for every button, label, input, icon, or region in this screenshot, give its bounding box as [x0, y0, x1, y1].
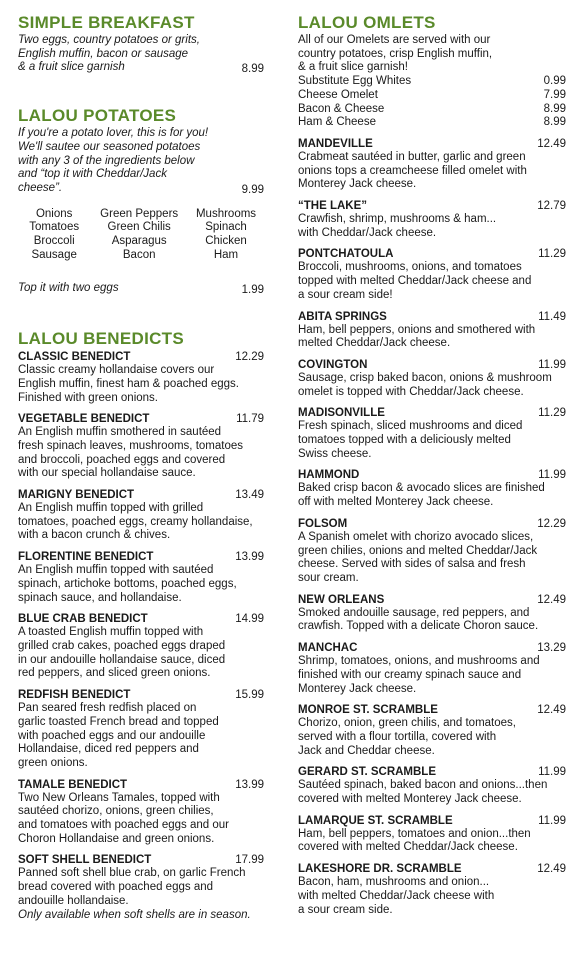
ingredient: Sausage	[31, 248, 77, 261]
option-label: Bacon & Cheese	[298, 102, 385, 115]
item-price: 12.49	[537, 137, 566, 150]
item-name: GERARD ST. SCRAMBLE	[298, 766, 437, 779]
item-name: MANCHAC	[298, 642, 358, 655]
item-name: TAMALE BENEDICT	[18, 778, 128, 791]
item-description: A toasted English muffin topped with grilled crab cakes, poached eggs draped in our andouille hollandaise sauce, diced red peppers, and sliced green onions.	[18, 626, 226, 680]
item-description: Ham, bell peppers, tomatoes and onion...then covered with melted Cheddar/Jack cheese.	[298, 827, 531, 854]
menu-item	[298, 641, 566, 696]
item-note: Only available when soft shells are in season.	[18, 908, 251, 921]
option-label: Ham & Cheese	[298, 116, 376, 129]
item-description: Panned soft shell blue crab, on garlic French bread covered with poached eggs and andouille hollandaise. Only available when soft shells are in season.	[18, 867, 264, 922]
menu-item	[298, 406, 566, 461]
ingredient-column	[18, 208, 90, 263]
menu-item	[298, 703, 566, 758]
item-name: MONROE ST. SCRAMBLE	[298, 704, 438, 717]
left-column	[18, 12, 264, 929]
item-price: 11.99	[538, 469, 566, 482]
item-description: Two New Orleans Tamales, topped with sautéed chorizo, onions, green chilies, and tomatoes with poached eggs and our Choron Hollandaise and green onions.	[18, 791, 229, 845]
item-description: A Spanish omelet with chorizo avocado slices, green chilies, onions and melted Cheddar/Jack cheese. Served with sides of salsa and fresh sour cream.	[298, 530, 538, 584]
item-price: 11.29	[538, 248, 566, 261]
item-name: BLUE CRAB BENEDICT	[18, 613, 148, 626]
item-name: MARIGNY BENEDICT	[18, 489, 135, 502]
potatoes-section	[18, 105, 264, 296]
item-description: Sausage, crisp baked bacon, onions & mushroom omelet is topped with Cheddar/Jack cheese.	[298, 371, 552, 398]
ingredient: Onions	[35, 207, 73, 220]
item-description: An English muffin topped with grilled tomatoes, poached eggs, creamy hollandaise, with a bacon crunch & chives.	[18, 502, 253, 542]
menu-item	[298, 862, 566, 917]
item-price: 13.29	[537, 642, 566, 655]
simple-breakfast-description: Two eggs, country potatoes or grits, English muffin, bacon or sausage & a fruit slice garnish	[18, 34, 200, 74]
item-price: 12.49	[537, 863, 566, 876]
ingredient: Green Chilis	[107, 221, 171, 234]
menu-item	[298, 814, 566, 855]
option-label: Substitute Egg Whites	[298, 75, 412, 88]
ingredient-column	[90, 208, 188, 263]
ingredient: Ham	[213, 248, 239, 261]
menu-item	[298, 137, 566, 192]
item-price: 12.49	[537, 704, 566, 717]
item-description: Crawfish, shrimp, mushrooms & ham... with Cheddar/Jack cheese.	[298, 213, 497, 239]
option-price: 8.99	[543, 116, 566, 129]
menu-item	[18, 488, 264, 543]
section-title: LALOU OMLETS	[298, 13, 436, 32]
item-price: 11.99	[538, 766, 566, 779]
item-name: FLORENTINE BENEDICT	[18, 551, 154, 564]
item-description: An English muffin smothered in sautéed fresh spinach leaves, mushrooms, tomatoes and broccoli, poached eggs and covered with our special hollandaise sauce.	[18, 426, 243, 480]
item-name: SOFT SHELL BENEDICT	[18, 854, 152, 867]
ingredient: Spinach	[205, 221, 247, 234]
menu-item	[18, 612, 264, 681]
item-price: 12.49	[537, 593, 566, 606]
item-price: 13.99	[235, 778, 264, 791]
menu-item	[298, 468, 566, 509]
menu-item	[18, 853, 264, 922]
menu-item	[18, 412, 264, 481]
item-name: REDFISH BENEDICT	[18, 689, 131, 702]
topper-row	[18, 282, 264, 296]
omlets-intro: All of our Omelets are served with our country potatoes, crisp English muffin, & a fruit slice garnish!	[298, 34, 493, 74]
item-description: Shrimp, tomatoes, onions, and mushrooms and finished with our creamy spinach sauce and Monterey Jack cheese.	[298, 655, 540, 695]
item-description: Pan seared fresh redfish placed on garlic toasted French bread and topped with poached eggs and our andouille Hollandaise, diced red peppers and green onions.	[18, 702, 219, 769]
item-price: 17.99	[235, 854, 264, 867]
ingredient: Mushrooms	[195, 207, 257, 220]
right-column	[298, 12, 566, 924]
option-row	[298, 75, 566, 89]
item-description: Baked crisp bacon & avocado slices are finished off with melted Monterey Jack cheese.	[298, 482, 545, 509]
item-description: Broccoli, mushrooms, onions, and tomatoes topped with melted Cheddar/Jack cheese and a sour cream side!	[298, 261, 532, 301]
item-name: CLASSIC BENEDICT	[18, 351, 131, 364]
item-description: Smoked andouille sausage, red peppers, and crawfish. Topped with a delicate Choron sauce.	[298, 606, 539, 633]
item-name: MADISONVILLE	[298, 407, 385, 420]
item-price: 11.99	[538, 814, 566, 827]
menu-item	[298, 199, 566, 240]
item-description: Classic creamy hollandaise covers our English muffin, finest ham & poached eggs. Finished with green onions.	[18, 364, 239, 404]
item-price: 11.49	[538, 310, 566, 323]
item-price: 11.99	[538, 358, 566, 371]
topper-label: Top it with two eggs	[18, 282, 119, 295]
ingredient-column	[188, 208, 264, 263]
item-description: Crabmeat sautéed in butter, garlic and green onions tops a creamcheese filled omelet with Monterey Jack cheese.	[298, 150, 527, 191]
benedicts-section	[18, 328, 264, 922]
ingredients-grid	[18, 208, 264, 263]
item-name: MANDEVILLE	[298, 137, 373, 150]
potatoes-price: 9.99	[241, 183, 264, 196]
item-name: VEGETABLE BENEDICT	[18, 413, 150, 426]
option-row	[298, 116, 566, 130]
section-title: SIMPLE BREAKFAST	[18, 13, 195, 32]
simple-breakfast-section	[18, 12, 264, 75]
option-row	[298, 89, 566, 103]
menu-item	[18, 550, 264, 605]
item-price: 13.99	[235, 551, 264, 564]
item-price: 13.49	[235, 489, 264, 502]
item-description: Chorizo, onion, green chilis, and tomatoes, served with a flour tortilla, covered with Jack and Cheddar cheese.	[298, 717, 516, 757]
item-description: Sautéed spinach, baked bacon and onions...then covered with melted Monterey Jack cheese.	[298, 779, 548, 806]
section-title: LALOU POTATOES	[18, 106, 177, 126]
menu-item	[298, 358, 566, 399]
option-price: 7.99	[543, 88, 566, 101]
item-name: “THE LAKE”	[298, 200, 367, 213]
option-row	[298, 103, 566, 117]
potatoes-description: If you're a potato lover, this is for you! We'll sautee our seasoned potatoes with any 3 of the ingredients below and “top it with Cheddar/Jack cheese”.	[18, 127, 209, 194]
ingredient: Bacon	[122, 248, 156, 261]
ingredient: Broccoli	[33, 235, 75, 248]
ingredient: Green Peppers	[100, 207, 179, 220]
item-price: 15.99	[235, 689, 264, 702]
item-name: COVINGTON	[298, 358, 368, 371]
item-name: LAKESHORE DR. SCRAMBLE	[298, 863, 462, 876]
item-price: 11.79	[236, 413, 264, 426]
item-description: Ham, bell peppers, onions and smothered with melted Cheddar/Jack cheese.	[298, 323, 536, 350]
menu-item	[298, 247, 566, 302]
item-name: LAMARQUE ST. SCRAMBLE	[298, 814, 453, 827]
omlet-options	[298, 75, 566, 130]
section-title: LALOU BENEDICTS	[18, 329, 184, 349]
ingredient: Chicken	[205, 235, 247, 248]
item-description: Fresh spinach, sliced mushrooms and diced tomatoes topped with a deliciously melted Swiss cheese.	[298, 420, 523, 460]
item-price: 12.29	[537, 517, 566, 530]
menu-item	[298, 765, 566, 806]
menu-item	[18, 350, 264, 405]
option-label: Cheese Omelet	[298, 88, 378, 101]
item-price: 11.29	[538, 407, 566, 420]
menu-item	[298, 310, 566, 351]
item-name: ABITA SPRINGS	[298, 310, 387, 323]
item-description: An English muffin topped with sautéed spinach, artichoke bottoms, poached eggs, spinach sauce, and hollandaise.	[18, 564, 237, 604]
item-name: FOLSOM	[298, 517, 348, 530]
item-name: PONTCHATOULA	[298, 248, 394, 261]
item-name: NEW ORLEANS	[298, 593, 385, 606]
item-price: 12.29	[235, 351, 264, 364]
item-description: Bacon, ham, mushrooms and onion... with melted Cheddar/Jack cheese with a sour cream side.	[298, 876, 495, 916]
item-price: 12.79	[537, 200, 566, 213]
item-name: HAMMOND	[298, 469, 360, 482]
omlets-section	[298, 12, 566, 917]
menu-item	[18, 778, 264, 847]
menu-item	[18, 688, 264, 771]
menu-item	[298, 593, 566, 634]
menu-item	[298, 517, 566, 586]
topper-price: 1.99	[241, 284, 264, 297]
option-price: 0.99	[543, 75, 566, 88]
item-price: 14.99	[235, 613, 264, 626]
simple-breakfast-price: 8.99	[241, 63, 264, 76]
ingredient: Asparagus	[111, 235, 167, 248]
ingredient: Tomatoes	[29, 221, 80, 234]
option-price: 8.99	[543, 102, 566, 115]
